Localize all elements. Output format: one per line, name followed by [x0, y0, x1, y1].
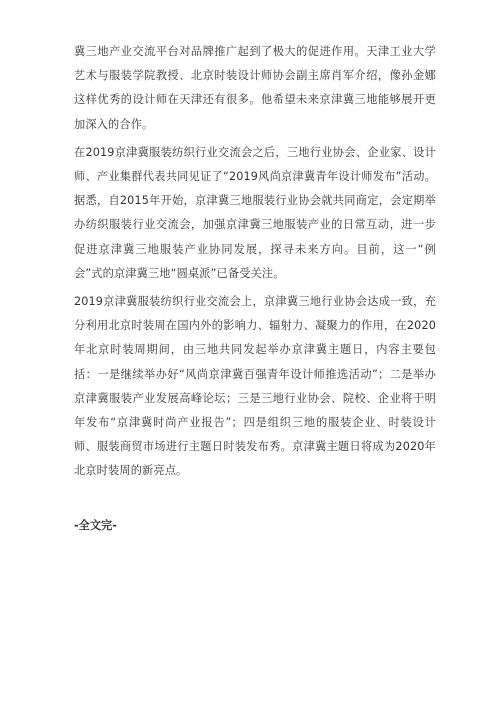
- paragraph-1: 冀三地产业交流平台对品牌推广起到了极大的促进作用。天津工业大学艺术与服装学院教授、北京时装设计师协会副主席肖军介绍，像孙金娜这样优秀的设计师在天津还有很多。他希望未来京津冀三地能够展开更加深入的合作。: [74, 45, 436, 131]
- document-body: [74, 40, 436, 484]
- paragraph-3: 2019京津冀服装纺织行业交流会上，京津冀三地行业协会达成一致，充分利用北京时装周在国内外的影响力、辐射力、凝聚力的作用，在2020年北京时装周期间，由三地共同发起举办京津冀主题日，内容主要包括：一是继续举办好“风尚京津冀百强青年设计师推选活动”；二是举办京津冀服装产业发展高峰论坛；三是三地行业协会、院校、企业将于明年发布“京津冀时尚产业报告”；四是组织三地的服装企业、时装设计师、服装商贸市场进行主题日时装发布秀。京津冀主题日将成为2020年北京时装周的新亮点。: [74, 295, 436, 478]
- paragraph-2: 在2019京津冀服装纺织行业交流会之后，三地行业协会、企业家、设计师、产业集群代表共同见证了“2019风尚京津冀青年设计师发布”活动。据悉，自2015年开始，京津冀三地服装行业协会就共同商定，会定期举办纺织服装行业交流会，加强京津冀三地服装产业的日常互动，进一步促进京津冀三地服装产业协同发展，探寻未来方向。目前，这一“例会”式的京津冀三地“圆桌派”已备受关注。: [74, 145, 436, 280]
- end-of-document-mark: -全文完-: [74, 519, 117, 532]
